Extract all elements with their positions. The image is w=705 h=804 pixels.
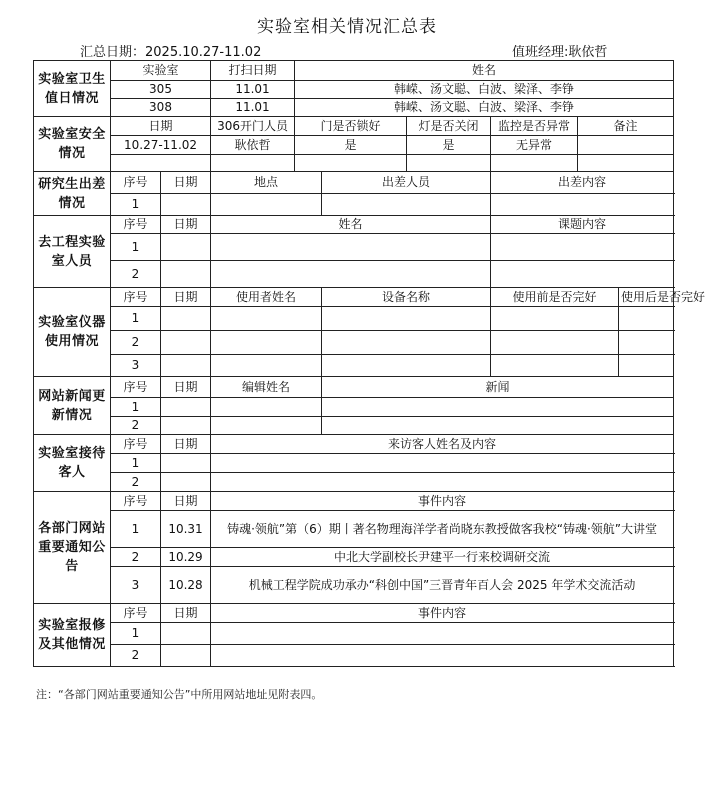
section-label-web-news: 网站新闻更新情况 xyxy=(34,377,111,435)
header-place: 地点 xyxy=(211,172,322,194)
cell-notice-content: 机械工程学院成功承办“科创中国”三晋青年百人会 2025 年学术交流活动 xyxy=(211,567,674,604)
repair-header-row xyxy=(34,604,674,623)
header-travelers: 出差人员 xyxy=(322,172,491,194)
header-no: 序号 xyxy=(111,172,161,194)
header-no: 序号 xyxy=(111,492,161,511)
cell-names: 韩嵘、汤文聪、白波、梁泽、李铮 xyxy=(295,99,674,117)
cell-door: 是 xyxy=(295,136,407,155)
header-name: 姓名 xyxy=(211,216,491,234)
header-remark: 备注 xyxy=(578,117,674,136)
footnote: 注：“各部门网站重要通知公告”中所用网站地址见附表四。 xyxy=(36,688,323,701)
visitors-header-row xyxy=(34,435,674,454)
header-date: 日期 xyxy=(161,604,211,623)
table-row xyxy=(34,417,674,435)
header-user: 使用者姓名 xyxy=(211,288,322,307)
section-label-engineering: 去工程实验室人员 xyxy=(34,216,111,288)
cell-date: 10.28 xyxy=(161,567,211,604)
cell-no: 3 xyxy=(111,355,161,377)
cell-no: 2 xyxy=(111,417,161,435)
header-visitor-content: 来访客人姓名及内容 xyxy=(211,435,674,454)
cell-notice-content: 铸魂·领航”第（6）期丨著名物理海洋学者尚晓东教授做客我校“铸魂·领航”大讲堂 xyxy=(211,511,674,548)
cell-names: 韩嵘、汤文聪、白波、梁泽、李铮 xyxy=(295,81,674,99)
table-row xyxy=(34,307,674,331)
cell-date: 10.31 xyxy=(161,511,211,548)
cell-notice-content: 中北大学副校长尹建平一行来校调研交流 xyxy=(211,548,674,567)
header-door: 门是否锁好 xyxy=(295,117,407,136)
notices-header-row xyxy=(34,492,674,511)
table-row xyxy=(34,99,674,117)
cell-no: 2 xyxy=(111,645,161,667)
cell-date: 11.01 xyxy=(211,99,295,117)
cell-no: 2 xyxy=(111,548,161,567)
table-row xyxy=(34,548,674,567)
cell-person: 耿依哲 xyxy=(211,136,295,155)
header-no: 序号 xyxy=(111,435,161,454)
header-event-content: 事件内容 xyxy=(211,492,674,511)
table-row xyxy=(34,454,674,473)
table-row xyxy=(34,81,674,99)
cell-light: 是 xyxy=(407,136,491,155)
cell-no: 2 xyxy=(111,473,161,492)
summary-table xyxy=(33,60,705,667)
table-row xyxy=(34,194,674,216)
header-lab: 实验室 xyxy=(111,61,211,81)
cell-no: 1 xyxy=(111,194,161,216)
instrument-header-row xyxy=(34,288,674,307)
header-date: 日期 xyxy=(161,377,211,398)
header-clean-date: 打扫日期 xyxy=(211,61,295,81)
header-no: 序号 xyxy=(111,604,161,623)
section-label-notices: 各部门网站重要通知公告 xyxy=(34,492,111,604)
table-row xyxy=(34,645,674,667)
cell-no: 1 xyxy=(111,623,161,645)
header-306-person: 306开门人员 xyxy=(211,117,295,136)
cell-remark xyxy=(578,136,674,155)
header-no: 序号 xyxy=(111,288,161,307)
header-editor: 编辑姓名 xyxy=(211,377,322,398)
cell-no: 2 xyxy=(111,331,161,355)
header-light: 灯是否关闭 xyxy=(407,117,491,136)
engineering-header-row xyxy=(34,216,674,234)
header-date: 日期 xyxy=(161,435,211,454)
header-before: 使用前是否完好 xyxy=(491,288,619,307)
cell-no: 1 xyxy=(111,454,161,473)
web-news-header-row xyxy=(34,377,674,398)
table-row xyxy=(34,511,674,548)
table-row xyxy=(34,355,674,377)
table-row xyxy=(34,261,674,288)
header-names: 姓名 xyxy=(295,61,674,81)
cell-no: 3 xyxy=(111,567,161,604)
header-after: 使用后是否完好 xyxy=(619,288,674,307)
table-row xyxy=(34,623,674,645)
cell-lab: 308 xyxy=(111,99,211,117)
cell-no: 1 xyxy=(111,398,161,417)
page-title: 实验室相关情况汇总表 xyxy=(257,17,437,37)
table-row xyxy=(34,398,674,417)
table-row xyxy=(34,473,674,492)
header-monitor: 监控是否异常 xyxy=(491,117,578,136)
trip-header-row xyxy=(34,172,674,194)
summary-date: 汇总日期：2025.10.27-11.02 xyxy=(80,45,262,60)
table-row xyxy=(34,234,674,261)
cell-no: 1 xyxy=(111,307,161,331)
header-trip-content: 出差内容 xyxy=(491,172,674,194)
header-news: 新闻 xyxy=(322,377,674,398)
table-row xyxy=(34,567,674,604)
cell-no: 1 xyxy=(111,234,161,261)
header-device: 设备名称 xyxy=(322,288,491,307)
cell-monitor: 无异常 xyxy=(491,136,578,155)
section-label-safety: 实验室安全情况 xyxy=(34,117,111,172)
header-no: 序号 xyxy=(111,377,161,398)
header-date: 日期 xyxy=(111,117,211,136)
table-row xyxy=(34,136,674,155)
duty-manager: 值班经理:耿依哲 xyxy=(512,45,608,60)
cell-no: 2 xyxy=(111,261,161,288)
table-row xyxy=(34,331,674,355)
cell-date: 10.29 xyxy=(161,548,211,567)
cell-no: 1 xyxy=(111,511,161,548)
table-row xyxy=(34,155,674,172)
cell-date: 11.01 xyxy=(211,81,295,99)
hygiene-header-row xyxy=(34,61,674,81)
cell-lab: 305 xyxy=(111,81,211,99)
header-date: 日期 xyxy=(161,172,211,194)
cell-date: 10.27-11.02 xyxy=(111,136,211,155)
header-topic: 课题内容 xyxy=(491,216,674,234)
header-date: 日期 xyxy=(161,288,211,307)
header-date: 日期 xyxy=(161,216,211,234)
section-label-visitors: 实验室接待客人 xyxy=(34,435,111,492)
safety-header-row xyxy=(34,117,674,136)
header-no: 序号 xyxy=(111,216,161,234)
header-event-content: 事件内容 xyxy=(211,604,674,623)
section-label-hygiene: 实验室卫生值日情况 xyxy=(34,61,111,117)
section-label-instrument: 实验室仪器使用情况 xyxy=(34,288,111,377)
section-label-trip: 研究生出差情况 xyxy=(34,172,111,216)
header-date: 日期 xyxy=(161,492,211,511)
section-label-repair: 实验室报修及其他情况 xyxy=(34,604,111,667)
